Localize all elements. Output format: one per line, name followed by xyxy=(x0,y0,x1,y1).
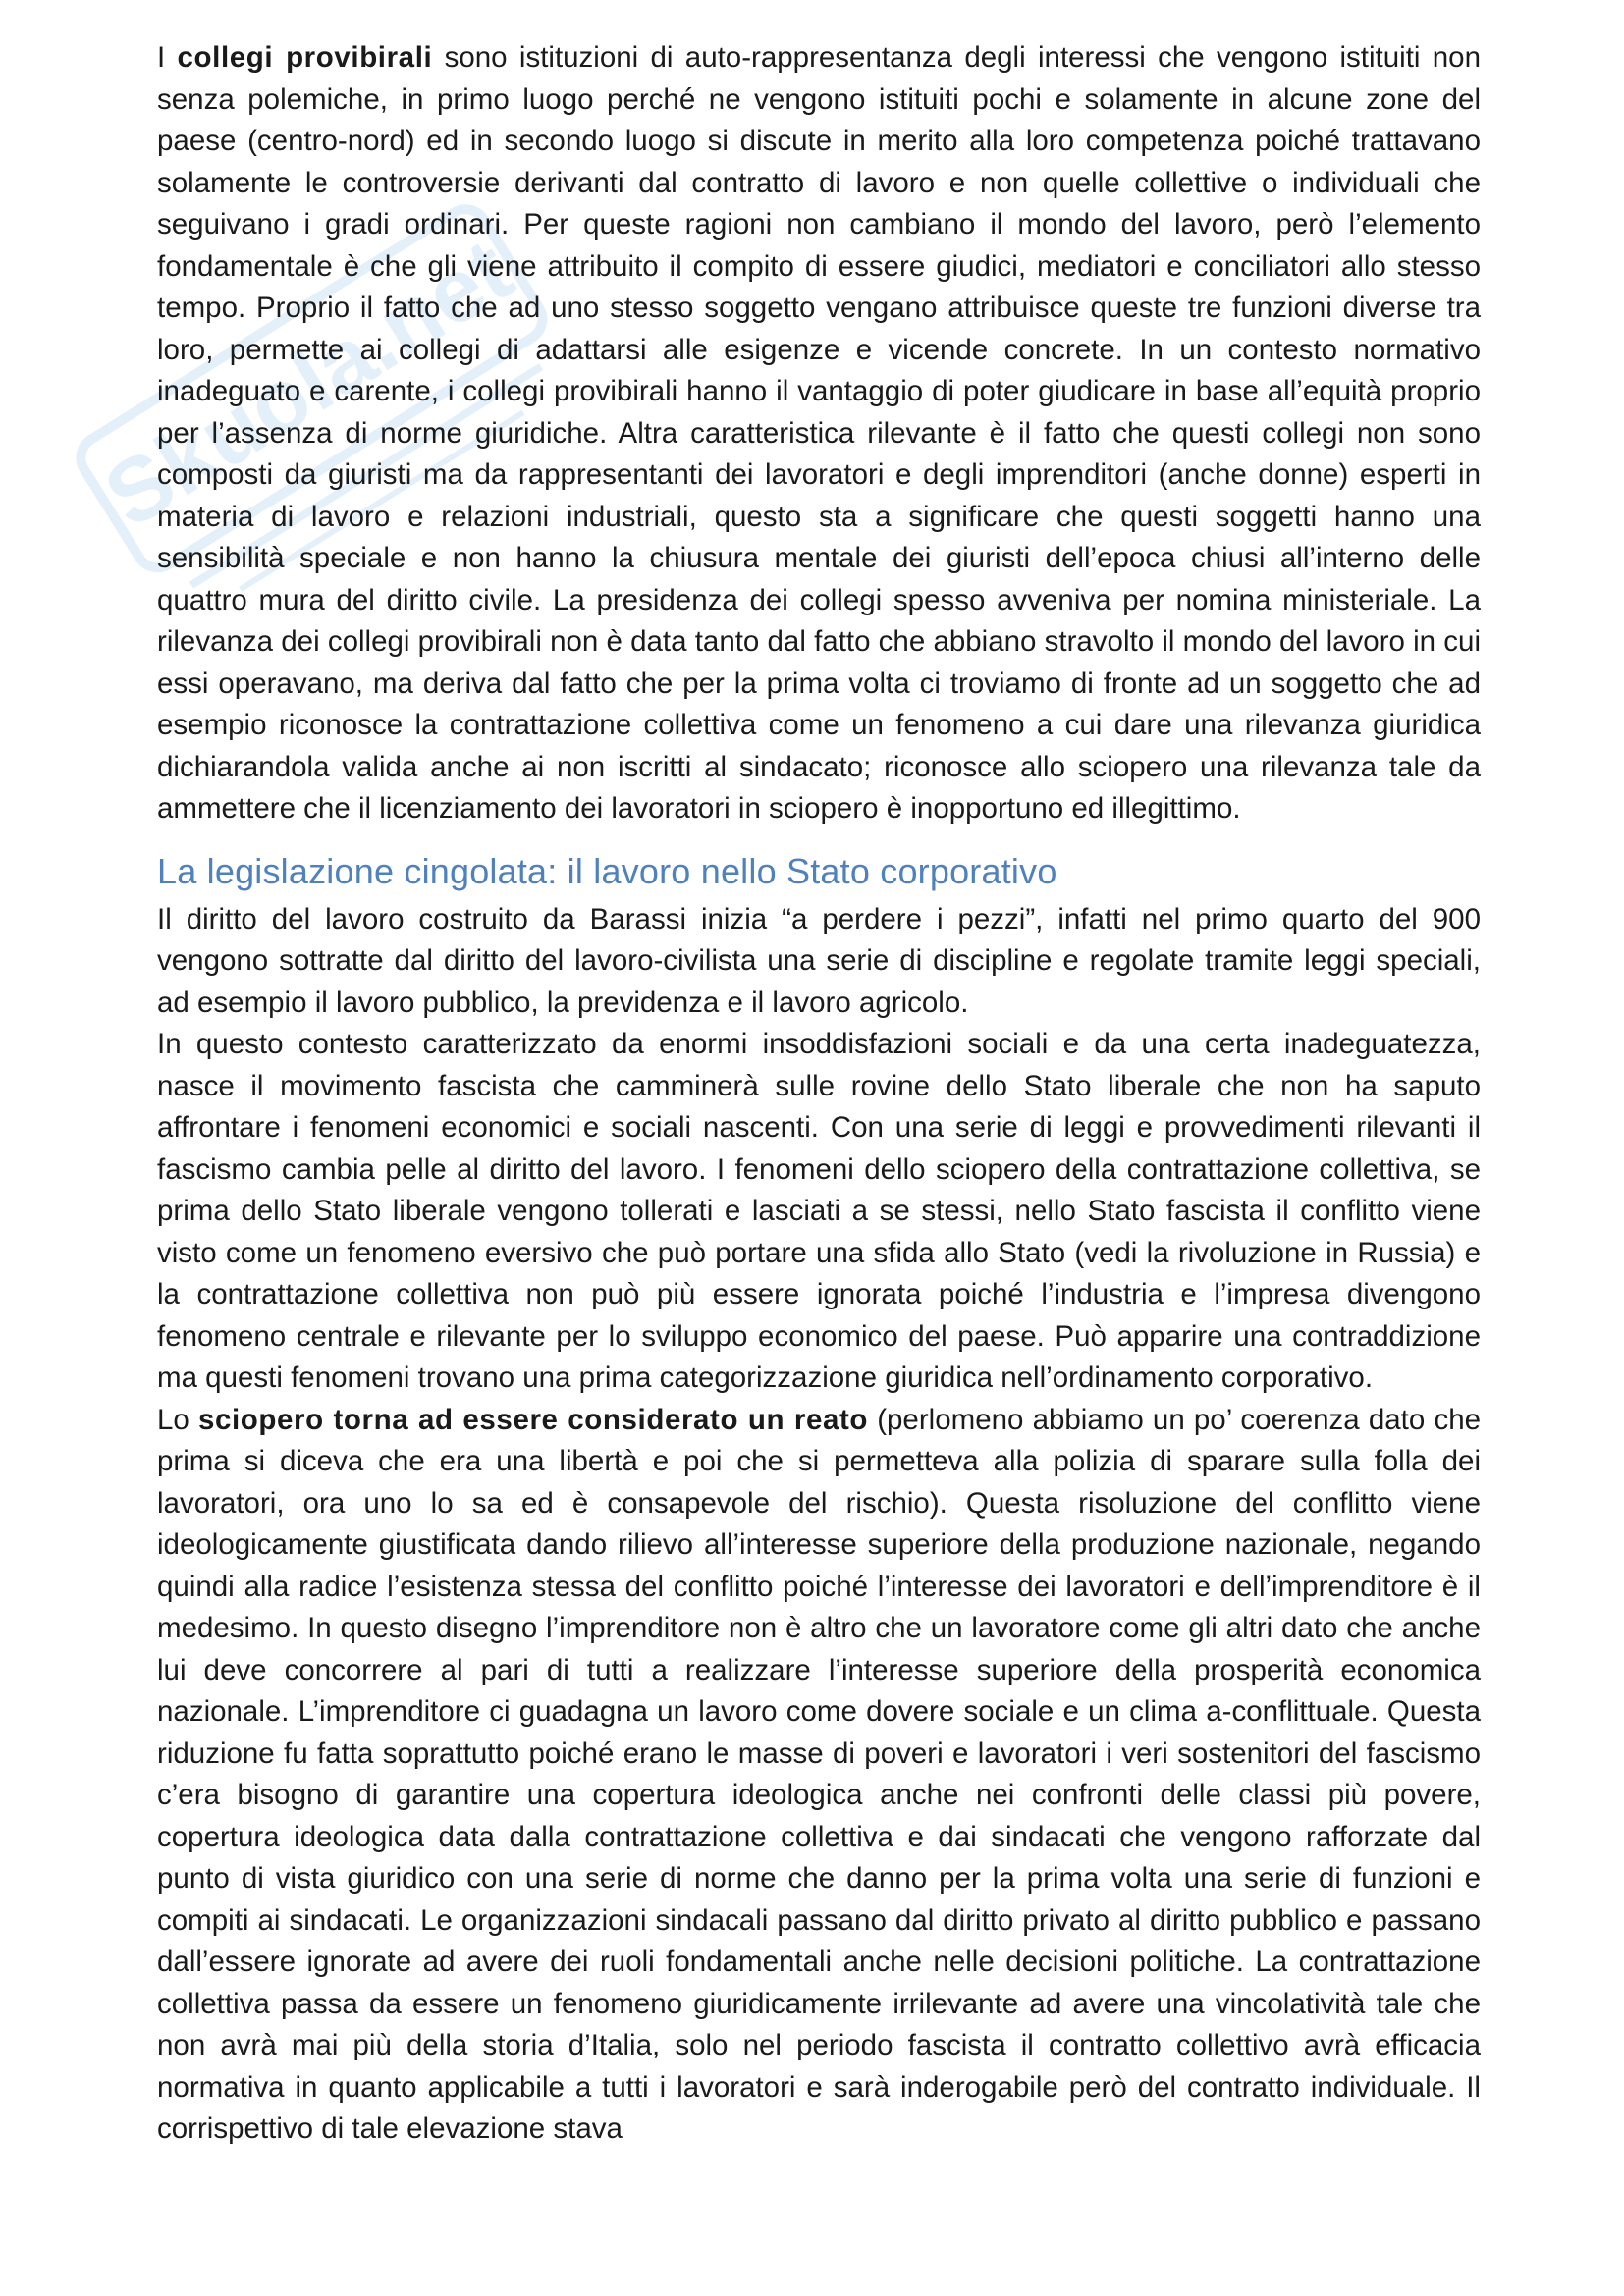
paragraph-fascismo: In questo contesto caratterizzato da enormi insoddisfazioni sociali e da una certa inadeguatezza, nasce il movimento fascista che camminerà sulle rovine dello Stato liberale che non ha saputo affrontare i fenomeni economici e sociali nascenti. Con una serie di leggi e provvedimenti rilevanti il fascismo cambia pelle al diritto del lavoro. I fenomeni dello sciopero della contrattazione collettiva, se prima dello Stato liberale vengono tollerati e lasciati a se stessi, nello Stato fascista il conflitto viene visto come un fenomeno eversivo che può portare una sfida allo Stato (vedi la rivoluzione in Russia) e la contrattazione collettiva non può più essere ignorata poiché l’industria e l’impresa divengono fenomeno centrale e rilevante per lo sviluppo economico del paese. Può apparire una contraddizione ma questi fenomeni trovano una prima categorizzazione giuridica nell’ordinamento corporativo. xyxy=(157,1028,1481,1394)
paragraph-body: (perlomeno abbiamo un po’ coerenza dato che prima si diceva che era una libertà e poi che si permetteva alla polizia di sparare sulla folla dei lavoratori, ora uno lo sa ed è consapevole del rischio). Questa risoluzione del conflitto viene ideologicamente giustificata dando rilievo all’interesse superiore della produzione nazionale, negando quindi alla radice l’esistenza stessa del conflitto poiché l’interesse dei lavoratori e dell’imprenditore è il medesimo. In questo disegno l’imprenditore non è altro che un lavoratore come gli altri dato che anche lui deve concorrere al pari di tutti a realizzare l’interesse superiore della prosperità economica nazionale. L’imprenditore ci guadagna un lavoro come dovere sociale e un clima a-conflittuale. Questa riduzione fu fatta soprattutto poiché erano le masse di poveri e lavoratori i veri sostenitori del fascismo c’era bisogno di garantire una copertura ideologica anche nei confronti delle classi più povere, copertura ideologica data dalla contrattazione collettiva e dai sindacati che vengono rafforzate dal punto di vista giuridico con una serie di norme che danno per la prima volta una serie di funzioni e compiti ai sindacati. Le organizzazioni sindacali passano dal diritto privato al diritto pubblico e passano dall’essere ignorate ad avere dei ruoli fondamentali anche nelle decisioni politiche. La contrattazione collettiva passa da essere un fenomeno giuridicamente irrilevante ad avere una vincolatività tale che non avrà mai più della storia d’Italia, solo nel periodo fascista il contratto collettivo avrà efficacia normativa in quanto applicabile a tutti i lavoratori e sarà inderogabile però del contratto individuale. Il corrispettivo di tale elevazione stava xyxy=(157,1403,1482,2145)
paragraph-sciopero xyxy=(157,1400,1481,2151)
watermark-text: Skuola.net xyxy=(87,220,529,548)
paragraph-intro: I xyxy=(157,41,178,74)
paragraph-barassi: Il diritto del lavoro costruito da Barassi inizia “a perdere i pezzi”, infatti nel primo quarto del 900 vengono sottratte dal diritto del lavoro-civilista una serie di discipline e regolate tramite leggi speciali, ad esempio il lavoro pubblico, la previdenza e il lavoro agricolo. xyxy=(157,902,1481,1019)
paragraph-body: sono istituzioni di auto-rappresentanza degli interessi che vengono istituiti non senza polemiche, in primo luogo perché ne vengono istituiti pochi e solamente in alcune zone del paese (centro-nord) ed in secondo luogo si discute in merito alla loro competenza poiché trattavano solamente le controversie derivanti dal contratto di lavoro e non quelle collettive o individuali che seguivano i gradi ordinari. Per queste ragioni non cambiano il mondo del lavoro, però l’elemento fondamentale è che gli viene attribuito il compito di essere giudici, mediatori e conciliatori allo stesso tempo. Proprio il fatto che ad uno stesso soggetto vengano attribuisce queste tre funzioni diverse tra loro, permette ai collegi di adattarsi alle esigenze e vicende concrete. In un contesto normativo inadeguato e carente, i collegi provibirali hanno il vantaggio di poter giudicare in base all’equità proprio per l’assenza di norme giuridiche. Altra caratteristica rilevante è il fatto che questi collegi non sono composti da giuristi ma da rappresentanti dei lavoratori e degli imprenditori (anche donne) esperti in materia di lavoro e relazioni industriali, questo sta a significare che questi soggetti hanno una sensibilità speciale e non hanno la chiusura mentale dei giuristi dell’epoca chiusi all’interno delle quattro mura del diritto civile. La presidenza dei collegi spesso avveniva per nomina ministeriale. La rilevanza dei collegi provibirali non è data tanto dal fatto che abbiano stravolto il mondo del lavoro in cui essi operavano, ma deriva dal fatto che per la prima volta ci troviamo di fronte ad un soggetto che ad esempio riconosce la contrattazione collettiva come un fenomeno a cui dare una rilevanza giuridica dichiarandola valida anche ai non iscritti al sindacato; riconosce allo sciopero una rilevanza tale da ammettere che il licenziamento dei lavoratori in sciopero è inopportuno ed illegittimo. xyxy=(157,41,1481,825)
bold-term-collegi: collegi provibirali xyxy=(177,41,433,74)
paragraph-intro: Lo xyxy=(157,1403,198,1436)
paragraph-collegi-provibirali xyxy=(157,37,1481,830)
bold-term-sciopero: sciopero torna ad essere considerato un reato xyxy=(197,1403,869,1436)
document-page xyxy=(157,37,1481,2151)
section-heading: La legislazione cingolata: il lavoro nello Stato corporativo xyxy=(157,850,1057,891)
